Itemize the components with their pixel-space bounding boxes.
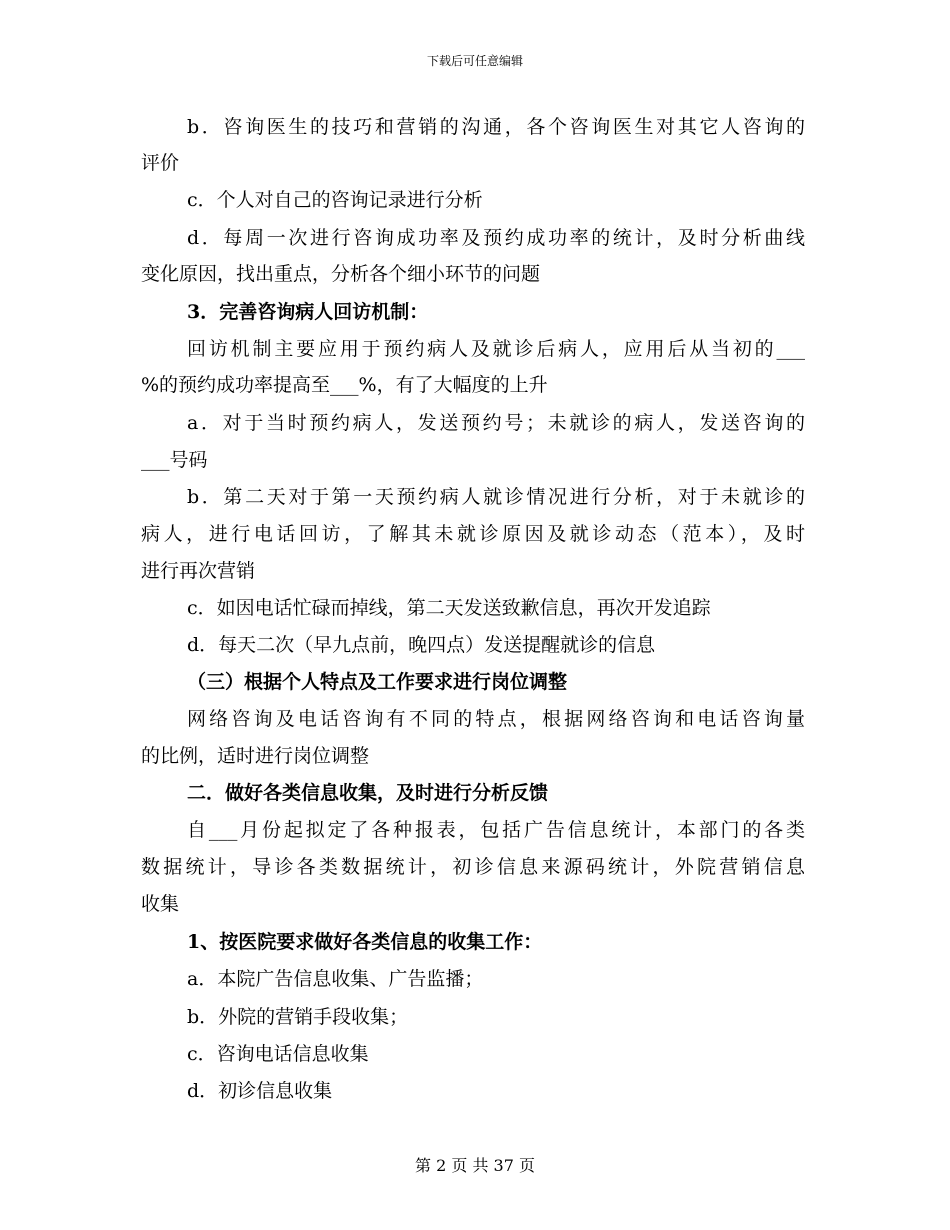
paragraph-line: 进行再次营销: [141, 560, 256, 582]
paragraph-line: c．如因电话忙碌而掉线，第二天发送致歉信息，再次开发追踪: [187, 597, 711, 619]
paragraph-line: 的比例，适时进行岗位调整: [141, 745, 370, 767]
paragraph-line: %的预约成功率提高至___%，有了大幅度的上升: [141, 374, 548, 396]
paragraph-line: d．初诊信息收集: [187, 1080, 333, 1102]
paragraph-line: 网络咨询及电话咨询有不同的特点，根据网络咨询和电话咨询量: [187, 708, 805, 730]
paragraph-line: c．个人对自己的咨询记录进行分析: [187, 189, 483, 211]
section-heading: 二．做好各类信息收集，及时进行分析反馈: [187, 782, 549, 804]
paragraph-line: 变化原因，找出重点，分析各个细小环节的问题: [141, 263, 541, 285]
paragraph-line: a．对于当时预约病人，发送预约号；未就诊的病人，发送咨询的: [187, 412, 805, 434]
paragraph-line: d．每天二次（早九点前，晚四点）发送提醒就诊的信息: [187, 634, 656, 656]
paragraph-line: d．每周一次进行咨询成功率及预约成功率的统计，及时分析曲线: [187, 227, 805, 249]
paragraph-line: 自___月份起拟定了各种报表，包括广告信息统计，本部门的各类: [187, 819, 805, 841]
page-number-footer: 第 2 页 共 37 页: [415, 1156, 535, 1175]
section-heading: （三）根据个人特点及工作要求进行岗位调整: [187, 671, 568, 693]
page-header: 下载后可任意编辑: [426, 54, 523, 68]
paragraph-line: b．第二天对于第一天预约病人就诊情况进行分析，对于未就诊的: [187, 486, 805, 508]
paragraph-line: 收集: [141, 893, 180, 915]
paragraph-line: a．本院广告信息收集、广告监播；: [187, 968, 484, 990]
paragraph-line: 数据统计，导诊各类数据统计，初诊信息来源码统计，外院营销信息: [141, 856, 805, 878]
paragraph-line: 病人，进行电话回访，了解其未就诊原因及就诊动态（范本），及时: [141, 523, 805, 545]
paragraph-line: 评价: [141, 152, 180, 174]
section-heading: 3．完善咨询病人回访机制：: [187, 301, 429, 323]
paragraph-line: ___号码: [141, 449, 208, 471]
paragraph-line: b．外院的营销手段收集；: [187, 1006, 409, 1028]
section-heading: 1、按医院要求做好各类信息的收集工作：: [187, 931, 543, 953]
paragraph-line: b．咨询医生的技巧和营销的沟通，各个咨询医生对其它人咨询的: [187, 116, 805, 138]
paragraph-line: 回访机制主要应用于预约病人及就诊后病人，应用后从当初的___: [187, 338, 805, 360]
paragraph-line: c．咨询电话信息收集: [187, 1043, 369, 1065]
